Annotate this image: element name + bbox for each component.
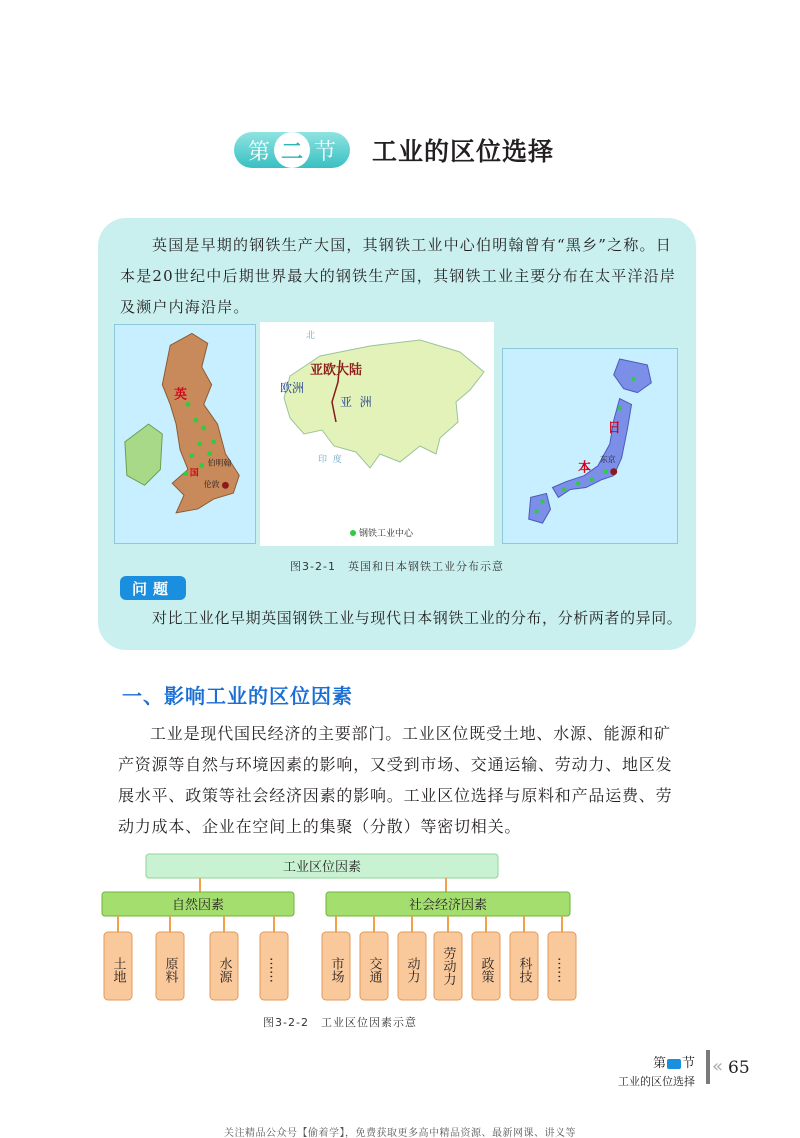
steel-center-dot [576, 481, 580, 485]
section-number: 二 [274, 132, 310, 168]
leaf-label-power: 动力 [404, 957, 420, 983]
tokyo-marker [610, 468, 617, 475]
leaf-label-material: 原料 [162, 957, 178, 983]
steel-center-dot [604, 470, 608, 474]
steel-center-dot [590, 477, 594, 481]
branch-label-social: 社会经济因素 [408, 898, 488, 913]
footer-section-prefix: 第 [652, 1056, 666, 1071]
leaf-connectors [118, 916, 562, 932]
japan-map [502, 348, 678, 544]
asia-label: 亚 洲 [340, 395, 372, 409]
eurasia-label: 亚欧大陆 [310, 363, 363, 378]
map-legend [350, 526, 413, 539]
europe-label: 欧洲 [280, 381, 305, 395]
steel-center-dot [184, 471, 189, 476]
section-prefix: 第 [247, 139, 270, 165]
leaf-label-water: 水源 [216, 957, 232, 983]
section-title: 工业的区位选择 [372, 137, 555, 166]
steel-center-dot [199, 463, 204, 468]
root-label: 工业区位因素 [282, 860, 362, 875]
leaf-label-labor: 劳动力 [440, 946, 456, 986]
japan-label-ben: 本 [578, 460, 591, 476]
question-label: 问题 [120, 576, 186, 600]
footer-section-suffix: 节 [681, 1056, 695, 1071]
leaf-label-more-natural: …… [266, 957, 282, 983]
steel-center-dot [534, 509, 538, 513]
section-header [234, 130, 554, 170]
london-label: 伦敦 [203, 480, 220, 490]
leaf-label-tech: 科技 [516, 957, 532, 983]
japan-label-ri: 日 [607, 421, 621, 437]
ireland-landmass [125, 424, 162, 485]
leaf-label-land: 土地 [110, 957, 126, 983]
steel-center-dot [211, 440, 216, 445]
footer-divider [706, 1050, 710, 1084]
case-study-box [98, 218, 696, 650]
kyushu-landmass [529, 493, 551, 523]
indian-ocean-label: 印 度 [318, 455, 342, 465]
legend-label: 钢铁工业中心 [359, 529, 414, 539]
steel-center-dot [631, 377, 635, 381]
eurasia-map [260, 322, 494, 546]
watermark-text: 关注精品公众号【偷着学】，免费获取更多高中精品资源、最新网课、讲义等 [224, 1128, 576, 1138]
steel-center-dot [193, 418, 198, 423]
steel-center-dot [617, 406, 621, 410]
honshu-landmass [552, 399, 631, 498]
footer-section-title: 工业的区位选择 [618, 1075, 695, 1088]
london-marker [222, 482, 229, 489]
legend-dot [350, 530, 356, 536]
leaf-label-more-social: …… [554, 957, 570, 983]
case-paragraph: 英国是早期的钢铁生产大国，其钢铁工业中心伯明翰曾有“黑乡”之称。日本是20世纪中后期世界最大的钢铁生产国，其钢铁工业主要分布在太平洋沿岸及濒户内海沿岸。 [120, 236, 677, 316]
factor-diagram [90, 850, 590, 1010]
section-suffix: 节 [314, 139, 337, 165]
uk-label-guo: 国 [189, 468, 199, 479]
figure-caption-1: 图3-2-1 英国和日本钢铁工业分布示意 [290, 560, 504, 573]
arctic-ocean-label: 北 [306, 331, 316, 341]
steel-center-dot [197, 441, 202, 446]
figure-caption-2: 图3-2-2 工业区位因素示意 [263, 1016, 417, 1029]
steel-center-dot [207, 451, 212, 456]
birmingham-label: 伯明翰 [207, 458, 232, 468]
branch-label-natural: 自然因素 [171, 898, 225, 913]
tokyo-label: 东京 [599, 454, 616, 464]
subsection-heading: 一、影响工业的区位因素 [122, 684, 353, 708]
steel-center-dot [201, 426, 206, 431]
footer-section-indicator [618, 1052, 695, 1089]
body-paragraph: 工业是现代国民经济的主要部门。工业区位既受土地、水源、能源和矿产资源等自然与环境因素的影响，又受到市场、交通运输、劳动力、地区发展水平、政策等社会经济因素的影响。工业区位选择与原料和产品运费、劳动力成本、企业在空间上的集聚（分散）等密切相关。 [118, 724, 673, 836]
steel-center-dot [186, 402, 191, 407]
steel-center-dot [540, 499, 544, 503]
steel-industry-figure [114, 322, 680, 548]
leaf-label-policy: 政策 [478, 957, 494, 983]
page-number: 65 [728, 1058, 750, 1078]
section-number-badge [234, 132, 350, 168]
steel-center-dot [562, 487, 566, 491]
uk-map [114, 324, 256, 544]
uk-label-ying: 英 [174, 387, 187, 403]
branch-connectors [200, 878, 446, 892]
hokkaido-landmass [614, 359, 652, 393]
question-text: 对比工业化早期英国钢铁工业与现代日本钢铁工业的分布，分析两者的异同。 [152, 609, 683, 627]
footer-section-mark [667, 1059, 681, 1069]
steel-center-dot [190, 453, 195, 458]
leaf-label-transport: 交通 [366, 957, 382, 983]
footer-chevron-icon: « [712, 1056, 724, 1077]
leaf-label-market: 市场 [328, 957, 344, 983]
